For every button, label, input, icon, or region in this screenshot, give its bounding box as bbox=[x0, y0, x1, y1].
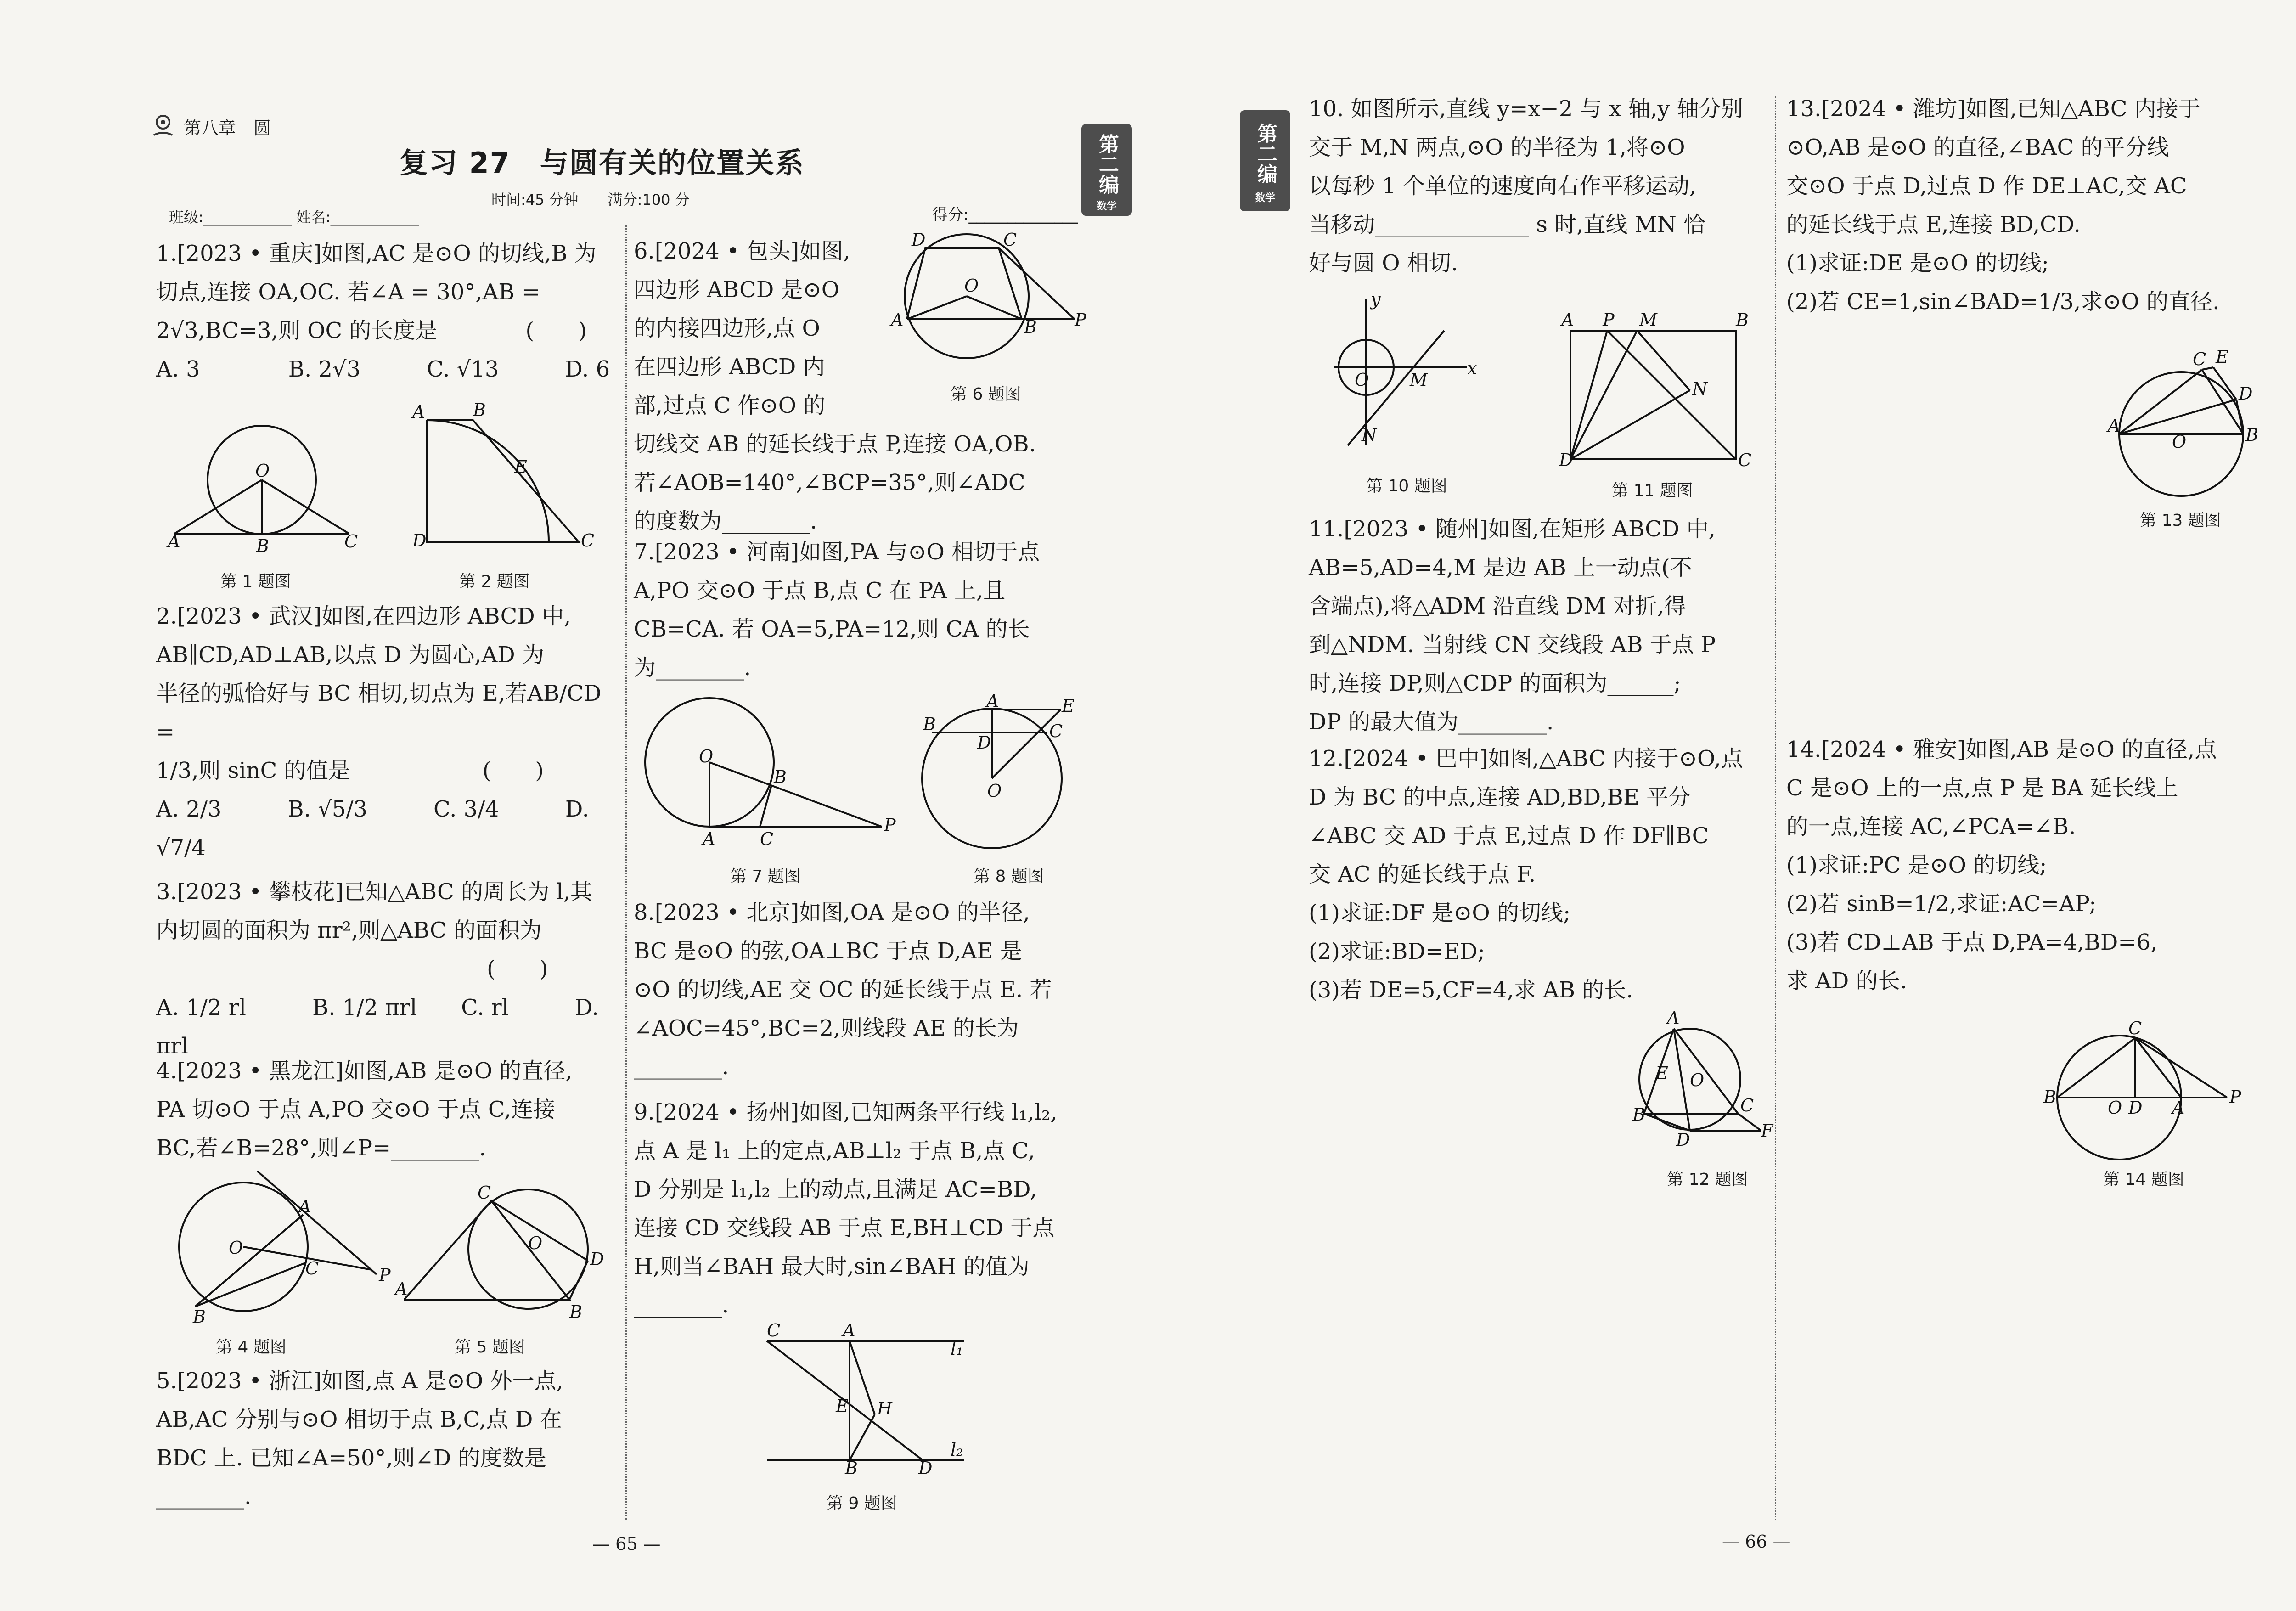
svg-text:O: O bbox=[987, 781, 1002, 801]
figure-2 bbox=[400, 400, 611, 551]
right-page bbox=[1171, 0, 2296, 1611]
svg-text:A: A bbox=[298, 1196, 311, 1217]
svg-text:C: C bbox=[1740, 1095, 1754, 1115]
question-1: 1.[2023 • 重庆]如图,AC 是⊙O 的切线,B 为 切点,连接 OA,OC. 若∠A = 30°,AB = 2√3,BC=3,则 OC 的长度是 ( ) A. 3 B. 2√3 C. √13 D. 6 bbox=[156, 241, 610, 382]
svg-text:P: P bbox=[2229, 1087, 2241, 1107]
figure-7-caption: 第 7 题图 bbox=[730, 867, 801, 886]
column-divider bbox=[625, 225, 627, 1520]
chapter-label: 第八章 圆 bbox=[184, 118, 271, 138]
time-score-meta: 时间:45 分钟 满分:100 分 bbox=[491, 191, 690, 208]
svg-text:B: B bbox=[193, 1307, 206, 1327]
question-2: 2.[2023 • 武汉]如图,在四边形 ABCD 中, AB∥CD,AD⊥AB,以点 D 为圆心,AD 为 半径的弧恰好与 BC 相切,切点为 E,若AB/CD = 1/3,则 sinC 的值是 ( ) A. 2/3 B. √5/3 C. 3/4 D. √7/4 bbox=[156, 603, 602, 861]
question-8: 8.[2023 • 北京]如图,OA 是⊙O 的半径, BC 是⊙O 的弦,OA⊥BC 于点 D,AE 是 ⊙O 的切线,AE 交 OC 的延长线于点 E. 若 ∠AOC=45°,BC=2,则线段 AE 的长为 ________. bbox=[634, 900, 1052, 1080]
svg-text:D: D bbox=[1676, 1130, 1690, 1150]
question-7: 7.[2023 • 河南]如图,PA 与⊙O 相切于点 A,PO 交⊙O 于点 B,点 C 在 PA 上,且 CB=CA. 若 OA=5,PA=12,则 CA 的长 为________. bbox=[634, 539, 1040, 681]
svg-text:E: E bbox=[836, 1396, 849, 1416]
svg-text:P: P bbox=[1075, 310, 1086, 330]
svg-text:D: D bbox=[2239, 383, 2253, 404]
svg-text:C: C bbox=[1738, 450, 1752, 470]
svg-text:A: A bbox=[1561, 310, 1574, 330]
figure-8 bbox=[918, 693, 1093, 859]
figure-5 bbox=[395, 1185, 606, 1323]
svg-text:A: A bbox=[395, 1279, 408, 1299]
svg-text:B: B bbox=[2245, 425, 2258, 445]
svg-text:B: B bbox=[256, 536, 269, 556]
question-13: 13.[2024 • 潍坊]如图,已知△ABC 内接于 ⊙O,AB 是⊙O 的直径,∠BAC 的平分线 交⊙O 于点 D,过点 D 作 DE⊥AC,交 AC 的延长线于点 E,连接 BD,CD. (1)求证:DE 是⊙O 的切线; (2)若 CE=1,sin∠BAD=1/3,求⊙O 的直径. bbox=[1786, 96, 2220, 315]
figure-13 bbox=[2103, 349, 2264, 501]
figure-14-caption: 第 14 题图 bbox=[2103, 1170, 2184, 1189]
section-badge-right: 第二编 数学 bbox=[1240, 110, 1290, 211]
svg-text:D: D bbox=[918, 1458, 933, 1478]
question-6: 6.[2024 • 包头]如图, 四边形 ABCD 是⊙O 的内接四边形,点 O 在四边形 ABCD 内 部,过点 C 作⊙O 的 切线交 AB 的延长线于点 P,连接 OA,OB. 若∠AOB=140°,∠BCP=35°,则∠ADC 的度数为________. bbox=[634, 238, 1036, 534]
svg-text:E: E bbox=[1655, 1063, 1668, 1083]
question-3: 3.[2023 • 攀枝花]已知△ABC 的周长为 l,其 内切圆的面积为 πr²,则△ABC 的面积为 ( ) A. 1/2 rl B. 1/2 πrl C. rl D. πrl bbox=[156, 879, 599, 1059]
svg-text:D: D bbox=[590, 1249, 604, 1269]
question-11: 11.[2023 • 随州]如图,在矩形 ABCD 中, AB=5,AD=4,M 是边 AB 上一动点(不 含端点),将△ADM 沿直线 DM 对折,得 到△NDM. 当射线 CN 交线段 AB 于点 P 时,连接 DP,则△CDP 的面积为______; DP 的最大值为________. bbox=[1309, 516, 1716, 735]
figure-14 bbox=[2034, 1018, 2245, 1166]
svg-text:D: D bbox=[1559, 450, 1573, 470]
svg-text:B: B bbox=[1632, 1104, 1645, 1125]
figure-12 bbox=[1630, 1008, 1773, 1150]
figure-11 bbox=[1552, 310, 1754, 470]
figure-2-caption: 第 2 题图 bbox=[459, 572, 530, 591]
question-9: 9.[2024 • 扬州]如图,已知两条平行线 l₁,l₂, 点 A 是 l₁ 上的定点,AB⊥l₂ 于点 B,点 C, D 分别是 l₁,l₂ 上的动点,且满足 AC=BD, 连接 CD 交线段 AB 于点 E,BH⊥CD 于点 H,则当∠BAH 最大时,sin∠BAH 的值为 ________. bbox=[634, 1099, 1058, 1318]
svg-text:D: D bbox=[977, 732, 991, 753]
svg-text:C: C bbox=[1049, 721, 1063, 741]
svg-text:y: y bbox=[1371, 289, 1381, 310]
svg-text:A: A bbox=[2172, 1098, 2185, 1118]
svg-text:C: C bbox=[2193, 349, 2206, 369]
figure-5-caption: 第 5 题图 bbox=[455, 1338, 525, 1357]
svg-text:D: D bbox=[412, 530, 427, 551]
figure-7 bbox=[643, 693, 900, 859]
svg-text:l₂: l₂ bbox=[951, 1440, 963, 1460]
svg-text:C: C bbox=[1003, 230, 1017, 250]
page-title: 复习 27 与圆有关的位置关系 bbox=[400, 146, 805, 180]
figure-4 bbox=[174, 1171, 390, 1327]
question-14: 14.[2024 • 雅安]如图,AB 是⊙O 的直径,点 C 是⊙O 上的一点,点 P 是 BA 延长线上 的一点,连接 AC,∠PCA=∠B. (1)求证:PC 是⊙O 的切线; (2)若 sinB=1/2,求证:AC=AP; (3)若 CD⊥AB 于点 D,PA=4,BD=6, 求 AD 的长. bbox=[1786, 737, 2217, 994]
svg-text:N: N bbox=[1692, 379, 1708, 399]
score-field: 得分:______________ bbox=[932, 206, 1078, 224]
svg-text:O: O bbox=[1355, 370, 1369, 390]
figure-6-caption: 第 6 题图 bbox=[951, 385, 1021, 404]
svg-text:A: A bbox=[168, 531, 180, 552]
svg-text:O: O bbox=[1690, 1070, 1705, 1090]
svg-text:M: M bbox=[1639, 310, 1657, 330]
svg-text:E: E bbox=[2216, 347, 2228, 367]
svg-text:A: A bbox=[843, 1320, 855, 1341]
map-pin-icon bbox=[152, 113, 174, 139]
figure-9-caption: 第 9 题图 bbox=[827, 1494, 897, 1513]
svg-text:B: B bbox=[473, 400, 486, 420]
svg-text:C: C bbox=[2128, 1018, 2142, 1038]
svg-text:A: A bbox=[412, 402, 425, 422]
svg-text:A: A bbox=[986, 691, 999, 711]
section-badge: 第二编 数学 bbox=[1081, 124, 1132, 216]
svg-text:P: P bbox=[884, 815, 896, 835]
svg-text:E: E bbox=[1062, 696, 1075, 716]
svg-text:O: O bbox=[2172, 432, 2187, 452]
svg-text:C: C bbox=[760, 829, 774, 849]
figure-11-caption: 第 11 题图 bbox=[1612, 481, 1693, 500]
question-5: 5.[2023 • 浙江]如图,点 A 是⊙O 外一点, AB,AC 分别与⊙O 相切于点 B,C,点 D 在 BDC 上. 已知∠A=50°,则∠D 的度数是 ________. bbox=[156, 1368, 563, 1510]
question-4: 4.[2023 • 黑龙江]如图,AB 是⊙O 的直径, PA 切⊙O 于点 A,PO 交⊙O 于点 C,连接 BC,若∠B=28°,则∠P=________. bbox=[156, 1058, 573, 1161]
figure-4-caption: 第 4 题图 bbox=[216, 1338, 287, 1357]
figure-13-caption: 第 13 题图 bbox=[2140, 511, 2221, 530]
svg-text:E: E bbox=[514, 457, 527, 477]
class-name-field: 班级:____________ 姓名:____________ bbox=[169, 208, 419, 226]
column-divider-right bbox=[1775, 96, 1776, 1520]
svg-text:B: B bbox=[774, 767, 787, 787]
figure-1-caption: 第 1 题图 bbox=[220, 572, 291, 591]
page-number-66: — 66 — bbox=[1722, 1532, 1790, 1552]
svg-text:B: B bbox=[845, 1458, 858, 1478]
svg-text:B: B bbox=[1024, 317, 1037, 337]
svg-text:A: A bbox=[891, 310, 904, 330]
svg-text:O: O bbox=[2108, 1098, 2122, 1118]
svg-text:C: C bbox=[478, 1183, 491, 1203]
svg-text:M: M bbox=[1410, 370, 1428, 390]
question-10: 10. 如图所示,直线 y=x−2 与 x 轴,y 轴分别 交于 M,N 两点,⊙O 的半径为 1,将⊙O 以每秒 1 个单位的速度向右作平移运动, 当移动______________ s 时,直线 MN 恰 好与圆 O 相切. bbox=[1309, 96, 1743, 276]
svg-text:C: C bbox=[767, 1320, 781, 1341]
svg-text:B: B bbox=[1736, 310, 1749, 330]
svg-text:C: C bbox=[305, 1258, 319, 1279]
svg-text:C: C bbox=[581, 530, 595, 551]
svg-text:O: O bbox=[528, 1233, 543, 1253]
svg-text:N: N bbox=[1362, 425, 1377, 445]
svg-text:O: O bbox=[699, 746, 714, 766]
svg-text:O: O bbox=[229, 1238, 243, 1258]
svg-text:A: A bbox=[703, 829, 715, 849]
svg-text:B: B bbox=[923, 714, 936, 734]
svg-text:B: B bbox=[569, 1302, 582, 1322]
figure-9 bbox=[753, 1320, 992, 1478]
figure-12-caption: 第 12 题图 bbox=[1667, 1170, 1748, 1189]
svg-text:O: O bbox=[964, 276, 979, 296]
page-number-65: — 65 — bbox=[592, 1534, 661, 1554]
svg-text:A: A bbox=[2108, 416, 2121, 436]
figure-10 bbox=[1329, 289, 1481, 455]
svg-text:A: A bbox=[1667, 1008, 1680, 1028]
figure-1 bbox=[165, 427, 377, 565]
svg-text:F: F bbox=[1761, 1121, 1773, 1141]
svg-text:P: P bbox=[379, 1265, 391, 1285]
svg-text:B: B bbox=[2043, 1087, 2056, 1107]
svg-text:H: H bbox=[877, 1398, 893, 1419]
svg-text:O: O bbox=[255, 461, 270, 481]
svg-text:D: D bbox=[912, 230, 926, 250]
svg-text:C: C bbox=[344, 531, 358, 552]
figure-10-caption: 第 10 题图 bbox=[1366, 477, 1447, 496]
question-12: 12.[2024 • 巴中]如图,△ABC 内接于⊙O,点 D 为 BC 的中点,连接 AD,BD,BE 平分 ∠ABC 交 AD 于点 E,过点 D 作 DF∥BC 交 AC 的延长线于点 F. (1)求证:DF 是⊙O 的切线; (2)求证:BD=ED; (3)若 DE=5,CF=4,求 AB 的长. bbox=[1309, 746, 1743, 1003]
svg-text:l₁: l₁ bbox=[951, 1339, 963, 1359]
svg-text:P: P bbox=[1603, 310, 1615, 330]
svg-text:x: x bbox=[1467, 358, 1477, 378]
figure-8-caption: 第 8 题图 bbox=[974, 867, 1044, 886]
svg-text:D: D bbox=[2128, 1098, 2143, 1118]
figure-6 bbox=[891, 227, 1084, 374]
